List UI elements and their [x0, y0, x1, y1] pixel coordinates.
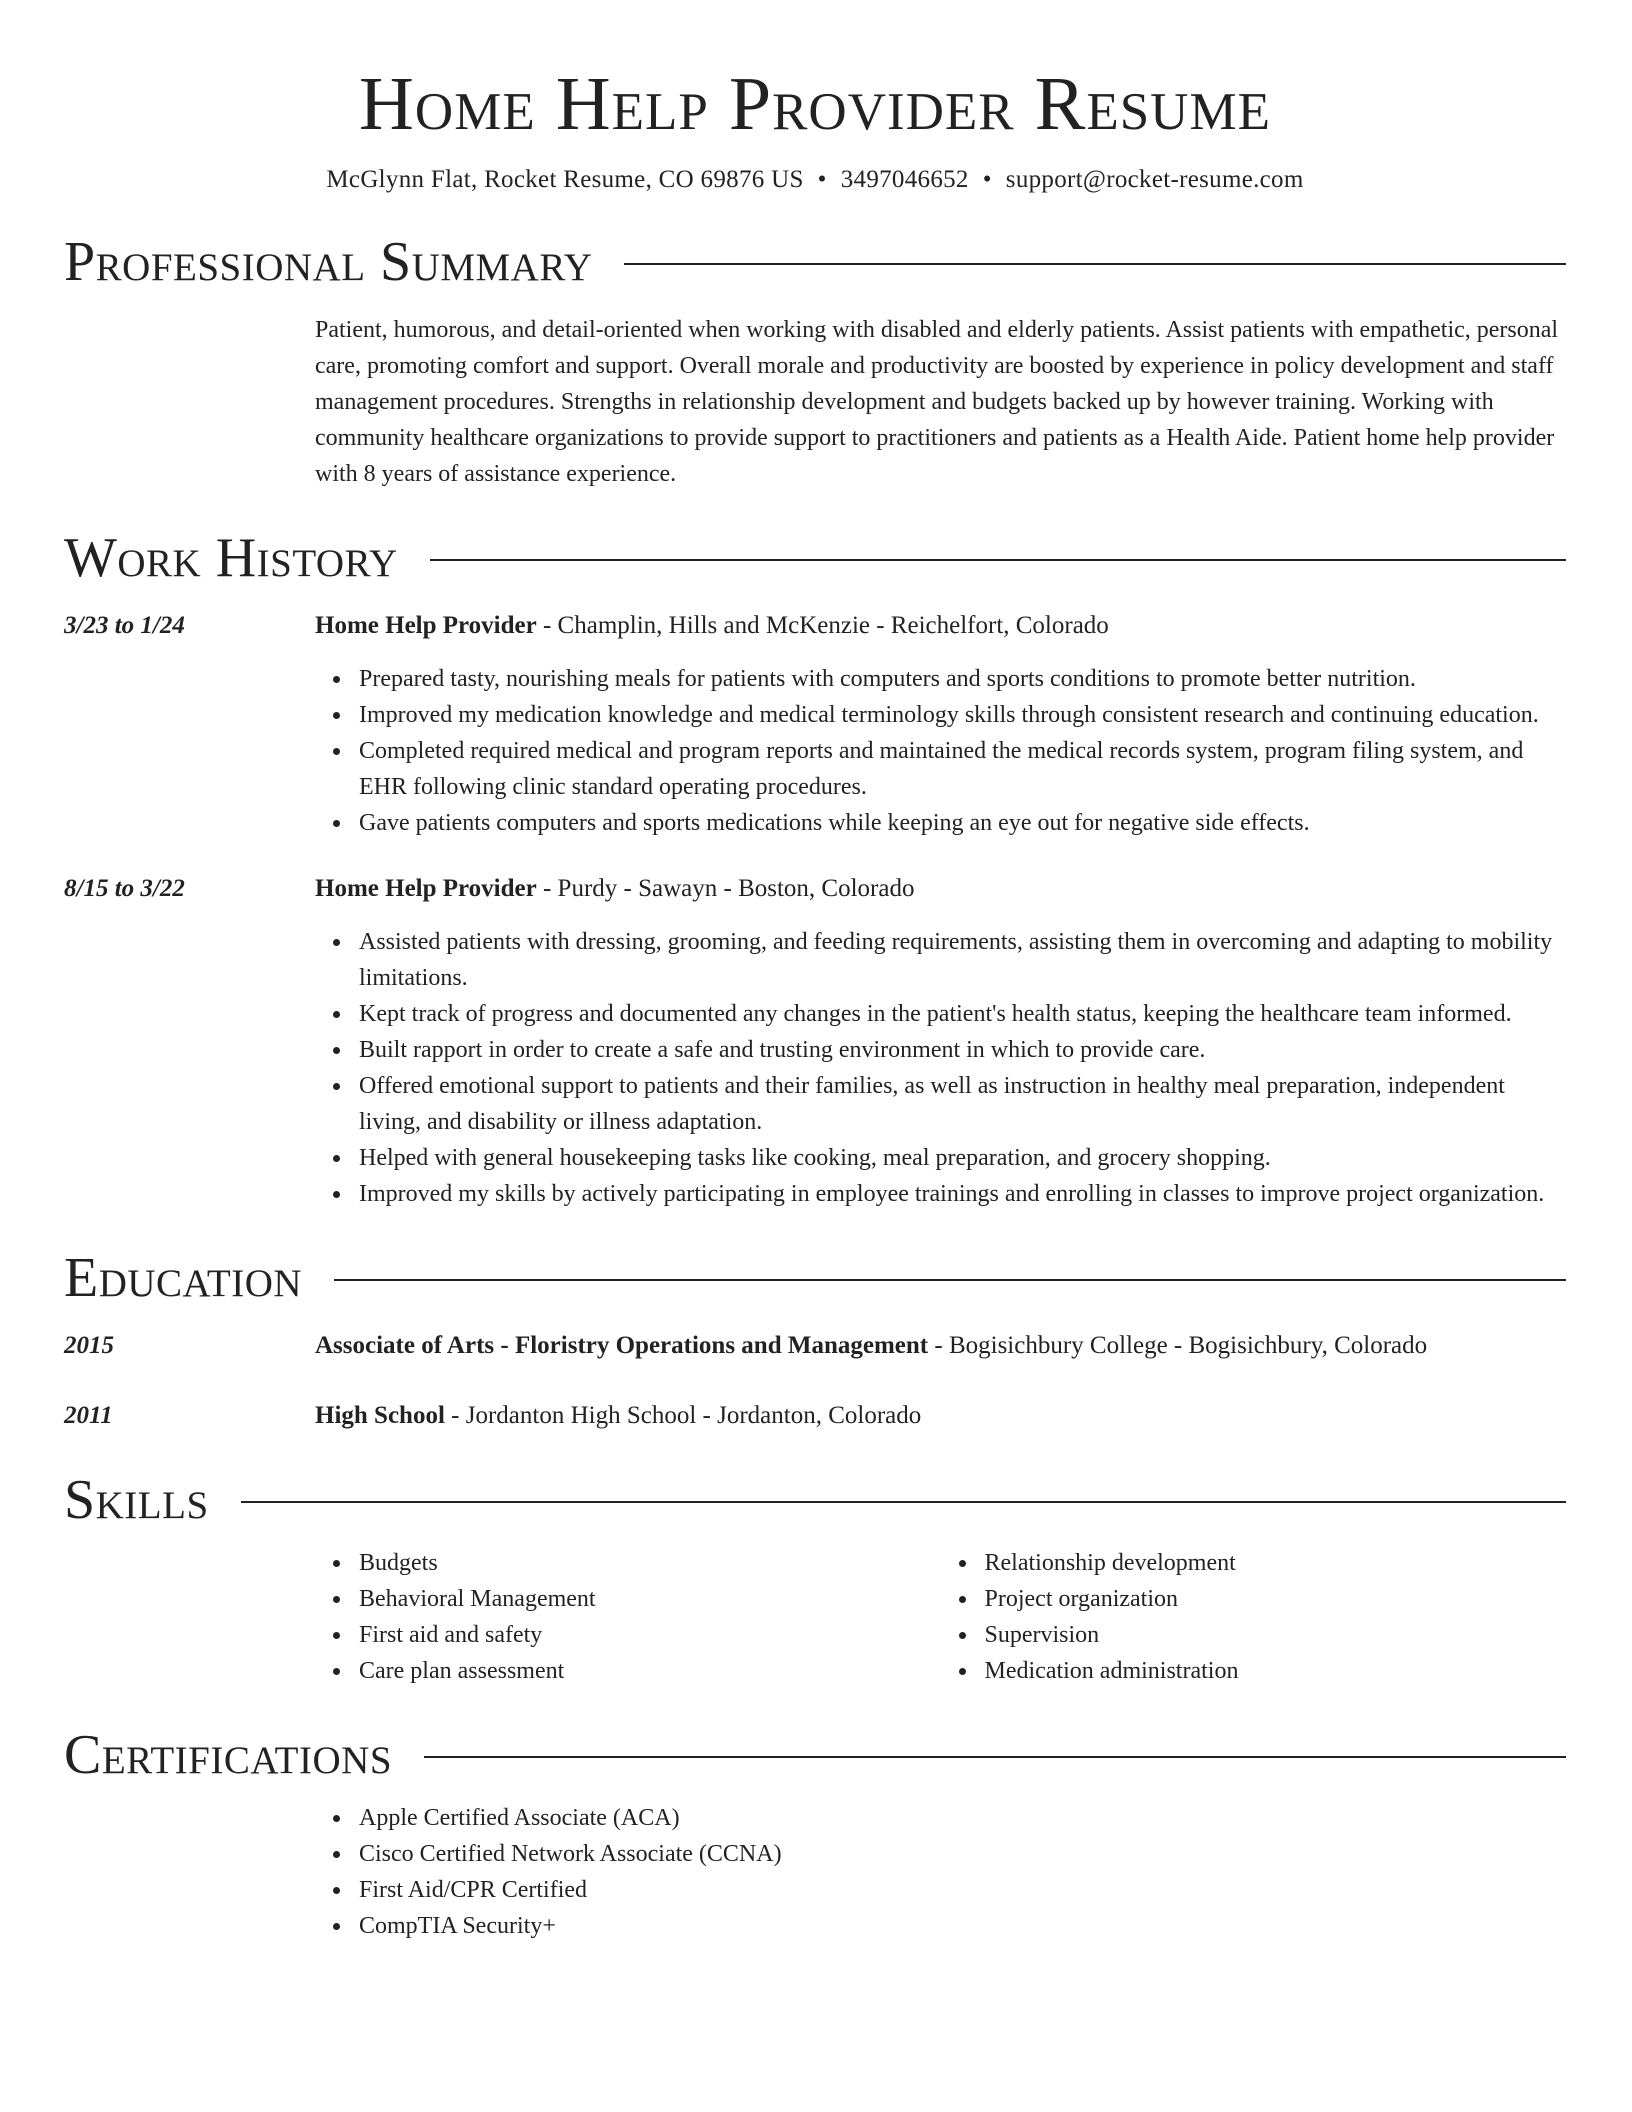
certifications-list — [315, 1800, 1566, 1944]
job-heading — [315, 608, 1566, 644]
list-item: Kept track of progress and documented any changes in the patient's health status, keeping the healthcare team informed. — [359, 996, 1566, 1032]
list-item: Completed required medical and program reports and maintained the medical records system, program filing system, and EHR following clinic standard operating procedures. — [359, 733, 1566, 805]
education-school: - Bogisichbury College - Bogisichbury, Colorado — [928, 1332, 1428, 1359]
list-item: Helped with general housekeeping tasks like cooking, meal preparation, and grocery shopping. — [359, 1140, 1566, 1176]
list-item: Apple Certified Associate (ACA) — [359, 1800, 1566, 1836]
list-item: Care plan assessment — [359, 1653, 941, 1689]
list-item: Gave patients computers and sports medications while keeping an eye out for negative side effects. — [359, 805, 1566, 841]
list-item: CompTIA Security+ — [359, 1908, 1566, 1944]
section-title-skills: Skills — [64, 1469, 209, 1531]
skills-column-right — [941, 1545, 1567, 1689]
section-header-certifications — [64, 1725, 1566, 1785]
section-header-work — [64, 528, 1566, 588]
summary-text: Patient, humorous, and detail-oriented when working with disabled and elderly patients. Assist patients with empathetic, personal care, promoting comfort and support. Overall morale and productivity are boosted by experience in policy development and staff management procedures. Strengths in relationship development and budgets backed up by however training. Working with community healthcare organizations to provide support to practitioners and patients as a Health Aide. Patient home help provider with 8 years of assistance experience. — [315, 317, 1559, 487]
list-item: First Aid/CPR Certified — [359, 1872, 1566, 1908]
job-bullets — [315, 924, 1566, 1212]
list-item: Budgets — [359, 1545, 941, 1581]
contact-line — [64, 164, 1566, 196]
job-body — [315, 608, 1566, 841]
education-year: 2015 — [64, 1332, 114, 1359]
section-divider — [624, 263, 1566, 265]
contact-address: McGlynn Flat, Rocket Resume, CO 69876 US — [326, 166, 804, 193]
contact-separator: • — [982, 166, 992, 193]
list-item: Offered emotional support to patients and their families, as well as instruction in healthy meal preparation, independent living, and disability or illness adaptation. — [359, 1068, 1566, 1140]
section-title-work: Work History — [64, 527, 398, 589]
skills-row — [64, 1530, 1566, 1689]
list-item: Prepared tasty, nourishing meals for patients with computers and sports conditions to promote better nutrition. — [359, 661, 1566, 697]
job-body — [315, 871, 1566, 1212]
section-title-education: Education — [64, 1247, 303, 1309]
education-body — [315, 1328, 1566, 1364]
job-bullets — [315, 661, 1566, 841]
job-dates: 3/23 to 1/24 — [64, 612, 185, 639]
section-divider — [424, 1756, 1566, 1758]
education-school: - Jordanton High School - Jordanton, Colorado — [444, 1402, 922, 1429]
education-degree: High School — [315, 1402, 445, 1429]
list-item: Assisted patients with dressing, grooming, and feeding requirements, assisting them in overcoming and adapting to mobility limitations. — [359, 924, 1566, 996]
list-item: First aid and safety — [359, 1617, 941, 1653]
job-entry — [64, 608, 1566, 841]
list-item: Supervision — [985, 1617, 1567, 1653]
contact-email: support@rocket-resume.com — [1005, 166, 1304, 193]
list-item: Medication administration — [985, 1653, 1567, 1689]
education-body — [315, 1398, 1566, 1434]
resume-title: Home Help Provider Resume — [359, 62, 1271, 146]
list-item: Improved my medication knowledge and medical terminology skills through consistent research and continuing education. — [359, 697, 1566, 733]
skills-body — [315, 1530, 1566, 1689]
summary-row — [64, 312, 1566, 492]
job-employer: - Purdy - Sawayn - Boston, Colorado — [536, 875, 915, 902]
list-item: Relationship development — [985, 1545, 1567, 1581]
certifications-row — [64, 1800, 1566, 1944]
job-title: Home Help Provider — [315, 875, 537, 902]
skills-grid — [315, 1545, 1566, 1689]
education-entry — [64, 1398, 1566, 1434]
job-dates: 8/15 to 3/22 — [64, 875, 185, 902]
section-title-certifications: Certifications — [64, 1724, 393, 1786]
list-item: Improved my skills by actively participating in employee trainings and enrolling in classes to improve project organization. — [359, 1176, 1566, 1212]
education-entry — [64, 1328, 1566, 1364]
certifications-body — [315, 1800, 1566, 1944]
job-title: Home Help Provider — [315, 612, 537, 639]
section-header-summary — [64, 232, 1566, 292]
section-header-skills — [64, 1470, 1566, 1530]
list-item: Cisco Certified Network Associate (CCNA) — [359, 1836, 1566, 1872]
education-degree: Associate of Arts - Floristry Operations and Management — [315, 1332, 929, 1359]
contact-separator: • — [817, 166, 827, 193]
section-header-education — [64, 1248, 1566, 1308]
list-item: Project organization — [985, 1581, 1567, 1617]
list-item: Built rapport in order to create a safe and trusting environment in which to provide care. — [359, 1032, 1566, 1068]
section-divider — [334, 1279, 1566, 1281]
contact-phone: 3497046652 — [840, 166, 969, 193]
section-title-summary: Professional Summary — [64, 231, 593, 293]
job-entry — [64, 871, 1566, 1212]
section-divider — [430, 559, 1566, 561]
section-divider — [241, 1501, 1566, 1503]
skills-column-left — [315, 1545, 941, 1689]
job-employer: - Champlin, Hills and McKenzie - Reichelfort, Colorado — [536, 612, 1109, 639]
job-heading — [315, 871, 1566, 907]
education-year: 2011 — [64, 1402, 113, 1429]
list-item: Behavioral Management — [359, 1581, 941, 1617]
